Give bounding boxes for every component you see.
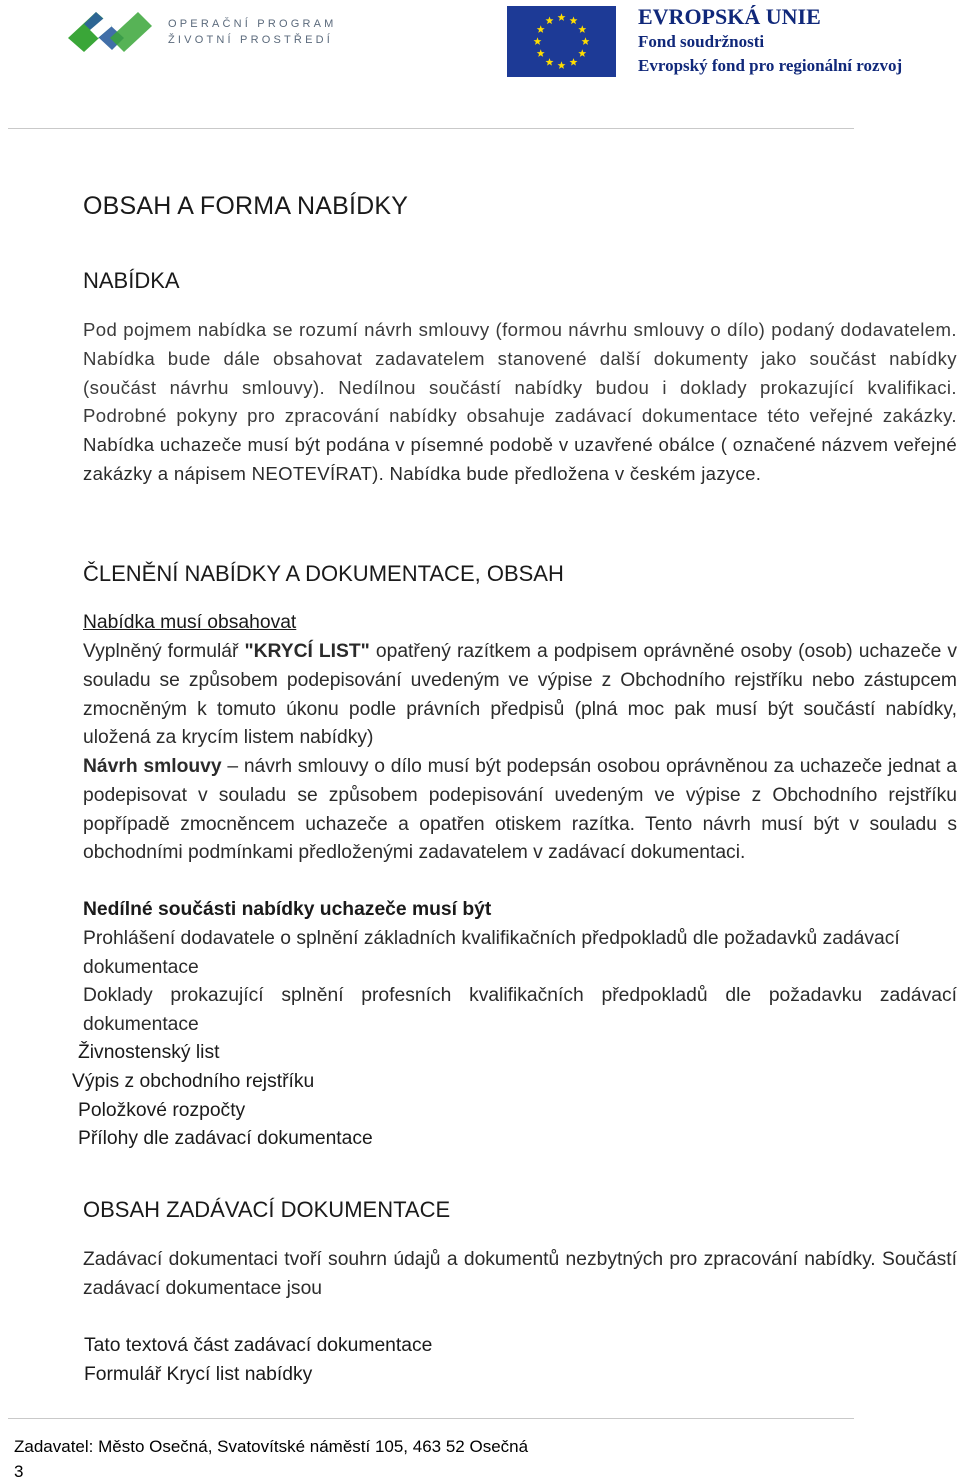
bold-line: Nedílné součásti nabídky uchazeče musí být	[83, 899, 492, 920]
list-item: Přílohy dle zadávací dokumentace	[78, 1128, 373, 1149]
list-item: Tato textová část zadávací dokumentace	[84, 1335, 433, 1356]
eu-fund-cohesion: Fond soudržnosti	[638, 32, 765, 51]
footer-divider	[8, 1418, 854, 1419]
paragraph-text: Pod pojmem nabídka se rozumí návrh smlouvy (formou návrhu smlouvy o dílo) podaný dodavatelem. Nabídka bude dále obsahovat zadavatelem stanovené další dokumenty jako součást nabídky (součást návrhu smlouvy). Nedílnou součástí nabídky budou i doklady prokazující kvalifikaci. Podrobné pokyny pro zpracování nabídky obsahuje zadávací dokumentace této veřejné zakázky.	[83, 319, 957, 427]
list-item: Položkové rozpočty	[78, 1100, 246, 1121]
header-divider	[8, 128, 854, 129]
section-paragraph	[83, 316, 957, 489]
opzp-logo-icon	[66, 4, 156, 56]
eu-title: EVROPSKÁ UNIE	[638, 4, 821, 29]
bold-text: "KRYCÍ LIST"	[244, 641, 370, 662]
section-paragraph	[83, 638, 957, 753]
footer-text: Zadavatel: Město Osečná, Svatovítské náměstí 105, 463 52 Osečná	[14, 1437, 529, 1456]
paragraph-text: – návrh smlouvy o dílo musí být podepsán osobou oprávněnou za uchazeče jednat a podepisovat v souladu se způsobem podepisování uvedeným ve výpise z Obchodního rejstříku popřípadě zmocněncem uchazeče a opatřen otiskem razítka. Tento návrh musí být v souladu s obchodními podmínkami předloženými zadavatelem v zadávací dokumentaci.	[83, 756, 957, 864]
page-number: 3	[14, 1462, 24, 1481]
list-item: Živnostenský list	[78, 1042, 220, 1063]
eu-fund-regional: Evropský fond pro regionální rozvoj	[638, 56, 903, 75]
list-item: Doklady prokazující splnění profesních kvalifikačních předpokladů dle požadavku zadávací dokumentace	[83, 985, 957, 1035]
paragraph-text: Vyplněný formulář	[83, 641, 245, 662]
opzp-line1: OPERAČNÍ PROGRAM	[168, 18, 337, 30]
section-heading-nabidka: NABÍDKA	[83, 268, 180, 293]
opzp-text	[168, 16, 337, 48]
section-heading-cleneni: ČLENĚNÍ NABÍDKY A DOKUMENTACE, OBSAH	[83, 561, 564, 586]
list-item: Výpis z obchodního rejstříku	[72, 1071, 315, 1092]
eu-text	[638, 4, 902, 78]
page-header	[0, 0, 960, 130]
paragraph-text: Nabídka uchazeče musí být podána v písemné podobě v uzavřené obálce ( označené názvem veřejné zakázky a nápisem NEOTEVÍRAT). Nabídka bude předložena v českém jazyce.	[83, 434, 957, 484]
opzp-line2: ŽIVOTNÍ PROSTŘEDÍ	[168, 34, 334, 46]
section-paragraph: Zadávací dokumentaci tvoří souhrn údajů a dokumentů nezbytných pro zpracování nabídky. Součástí zadávací dokumentace jsou	[83, 1249, 957, 1299]
document-title: OBSAH A FORMA NABÍDKY	[83, 192, 409, 220]
list-item: Formulář Krycí list nabídky	[84, 1364, 313, 1385]
section-heading-obsah: OBSAH ZADÁVACÍ DOKUMENTACE	[83, 1197, 451, 1222]
eu-flag-icon	[507, 6, 616, 77]
subheading: Nabídka musí obsahovat	[83, 612, 297, 633]
paragraph-text: opatřený razítkem a podpisem oprávněné osoby (osob) uchazeče v souladu se způsobem podepisování uvedeným ve výpise z Obchodního rejstříku nebo zástupcem zmocněným k tomuto úkonu podle právních předpisů (plná moc pak musí být součástí nabídky, uložená za krycím listem nabídky)	[83, 641, 958, 749]
bold-text: Návrh smlouvy	[83, 756, 222, 777]
list-item: Prohlášení dodavatele o splnění základních kvalifikačních předpokladů dle požadavků zadávací dokumentace	[83, 928, 900, 978]
section-paragraph	[83, 753, 957, 868]
